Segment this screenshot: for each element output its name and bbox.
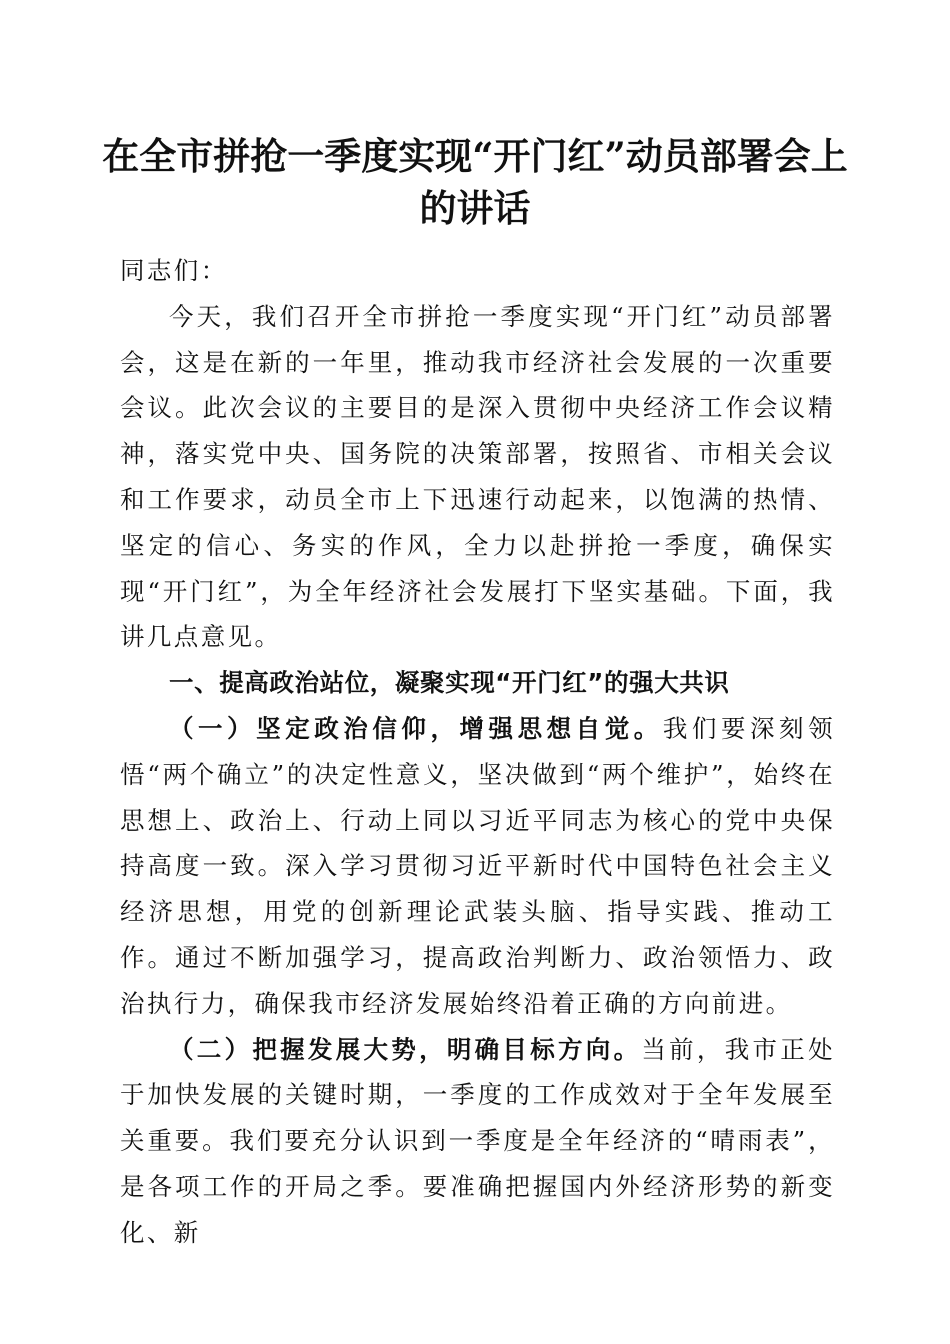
subsection-1-text: 我们要深刻领悟“两个确立”的决定性意义，坚决做到“两个维护”，始终在思想上、政治上、行动上同以习近平同志为核心的党中央保持高度一致。深入学习贯彻习近平新时代中国特色社会主义经济思想，用党的创新理论武装头脑、指导实践、推动工作。通过不断加强学习，提高政治判断力、政治领悟力、政治执行力，确保我市经济发展始终沿着正确的方向前进。 <box>120 713 835 1018</box>
subsection-1-paragraph <box>120 706 835 1027</box>
section-1-heading: 一、提高政治站位，凝聚实现“开门红”的强大共识 <box>169 668 730 698</box>
document-body <box>120 248 835 1256</box>
subsection-2-text: 当前，我市正处于加快发展的关键时期，一季度的工作成效对于全年发展至关重要。我们要充分认识到一季度是全年经济的“晴雨表”，是各项工作的开局之季。要准确把握国内外经济形势的新变化、新 <box>120 1034 835 1247</box>
subsection-1-heading: （一）坚定政治信仰，增强思想自觉。 <box>169 713 663 743</box>
subsection-2-paragraph <box>120 1027 835 1256</box>
intro-paragraph: 今天，我们召开全市拼抢一季度实现“开门红”动员部署会，这是在新的一年里，推动我市经济社会发展的一次重要会议。此次会议的主要目的是深入贯彻中央经济工作会议精神，落实党中央、国务院的决策部署，按照省、市相关会议和工作要求，动员全市上下迅速行动起来，以饱满的热情、坚定的信心、务实的作风，全力以赴拼抢一季度，确保实现“开门红”，为全年经济社会发展打下坚实基础。下面，我讲几点意见。 <box>120 301 835 652</box>
salutation: 同志们： <box>120 256 228 285</box>
subsection-2-heading: （二）把握发展大势，明确目标方向。 <box>169 1034 642 1064</box>
document-title: 在全市拼抢一季度实现“开门红”动员部署会上的讲话 <box>102 134 848 230</box>
